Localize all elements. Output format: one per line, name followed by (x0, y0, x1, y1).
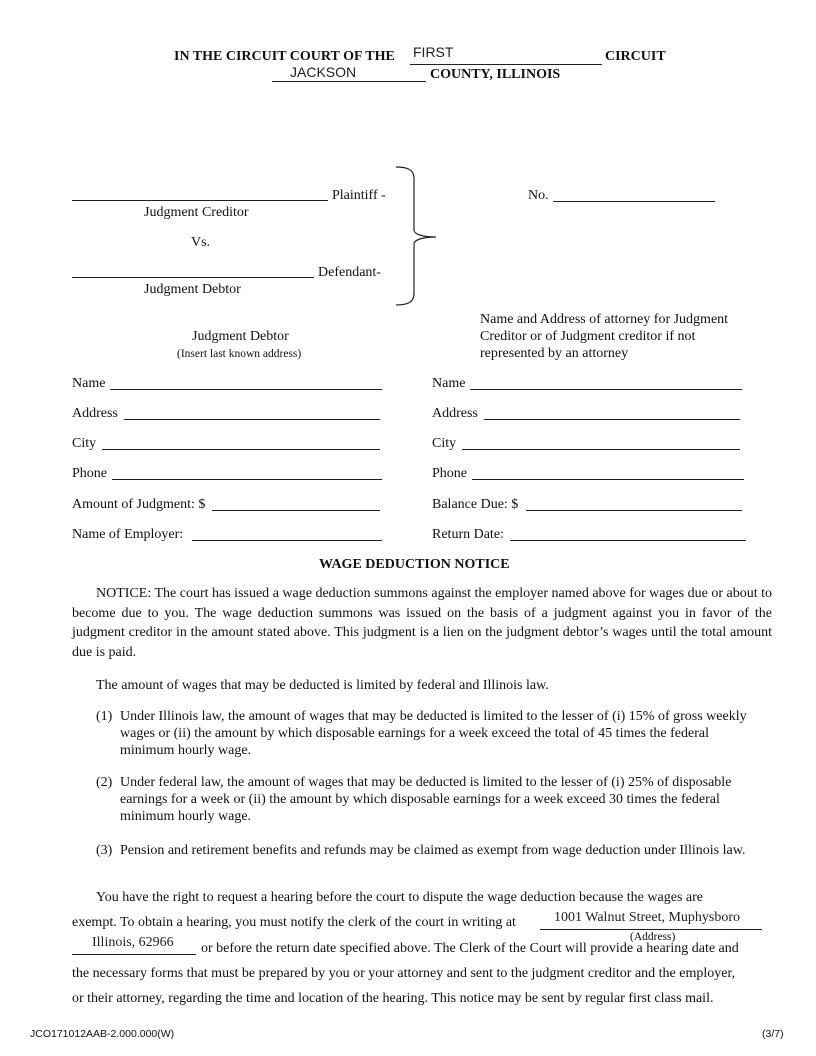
employer-field[interactable] (192, 540, 382, 541)
list-item-number: (3) (96, 843, 113, 858)
court-heading-county: COUNTY, ILLINOIS (430, 67, 561, 82)
list-item-illinois-law: Under Illinois law, the amount of wages that may be deducted is limited to the lesser of (i) 15% of gross weekly wages or (ii) the amount by which disposable earnings for a week exceed the total of 45 times the federal minimum hourly wage. (120, 709, 747, 758)
versus-label: Vs. (191, 235, 211, 250)
attorney-name-label: Name (432, 376, 466, 391)
form-code: JCO171012AAB-2.000.000(W) (30, 1028, 175, 1040)
hearing-line-1: You have the right to request a hearing before the court to dispute the wage deduction because the wages are (96, 890, 703, 905)
attorney-city-label: City (432, 436, 457, 451)
attorney-address-field[interactable] (484, 419, 740, 420)
attorney-phone-label: Phone (432, 466, 467, 481)
attorney-name-field[interactable] (470, 389, 742, 390)
address-caption: (Address) (630, 931, 676, 943)
plaintiff-field-line[interactable] (72, 200, 328, 201)
county-value[interactable]: JACKSON (290, 64, 357, 80)
case-number-field[interactable] (553, 201, 715, 202)
debtor-phone-field[interactable] (112, 479, 382, 480)
circuit-field-line[interactable] (410, 64, 602, 65)
judgment-creditor-label: Judgment Creditor (144, 205, 249, 220)
judgment-amount-label: Amount of Judgment: $ (72, 497, 206, 512)
case-number-label: No. (528, 188, 549, 203)
attorney-city-field[interactable] (462, 449, 740, 450)
clerk-address-line-2[interactable] (72, 954, 196, 955)
debtor-address-label: Address (72, 406, 118, 421)
clerk-address-2[interactable]: Illinois, 62966 (92, 935, 174, 950)
plaintiff-label: Plaintiff - (332, 188, 386, 203)
list-item-pension: Pension and retirement benefits and refunds may be claimed as exempt from wage deduction under Illinois law. (120, 843, 746, 858)
debtor-address-field[interactable] (124, 419, 380, 420)
debtor-name-field[interactable] (110, 389, 382, 390)
return-date-field[interactable] (510, 540, 746, 541)
debtor-city-label: City (72, 436, 97, 451)
list-item-federal-law: Under federal law, the amount of wages that may be deducted is limited to the lesser of (i) 25% of disposable earnings for a week or (ii) the amount by which disposable earnings for a week exceed 30 times the federal minimum hourly wage. (120, 775, 732, 824)
balance-due-label: Balance Due: $ (432, 497, 519, 512)
hearing-line-5: or their attorney, regarding the time and location of the hearing. This notice may be sent by regular first class mail. (72, 991, 714, 1006)
county-field-line[interactable] (272, 81, 426, 82)
attorney-block-title-1: Name and Address of attorney for Judgment (480, 312, 729, 327)
attorney-address-label: Address (432, 406, 478, 421)
notice-paragraph: NOTICE: The court has issued a wage deduction summons against the employer named above for wages due or about to become due to you. The wage deduction summons was issued on the basis of a judgment against you in favor of the judgment creditor in the amount stated above. This judgment is a lien on the judgment debtor’s wages until the total amount due is paid. (72, 586, 772, 660)
hearing-line-4: the necessary forms that must be prepared by you or your attorney and sent to the judgment creditor and the employer, (72, 966, 736, 981)
page-number: (3/7) (762, 1028, 784, 1040)
list-item-number: (1) (96, 709, 113, 724)
debtor-name-label: Name (72, 376, 106, 391)
hearing-line-2: exempt. To obtain a hearing, you must notify the clerk of the court in writing at (72, 915, 516, 930)
attorney-block-title-2: Creditor or of Judgment creditor if not (480, 329, 696, 344)
caption-brace (392, 164, 442, 308)
list-item-number: (2) (96, 775, 113, 790)
employer-label: Name of Employer: (72, 527, 184, 542)
limit-paragraph: The amount of wages that may be deducted is limited by federal and Illinois law. (96, 678, 549, 693)
defendant-field-line[interactable] (72, 277, 314, 278)
defendant-label: Defendant- (318, 265, 381, 280)
judgment-debtor-label: Judgment Debtor (144, 282, 241, 297)
attorney-block-title-3: represented by an attorney (480, 346, 629, 361)
court-heading-prefix: IN THE CIRCUIT COURT OF THE (174, 49, 395, 64)
balance-due-field[interactable] (526, 510, 742, 511)
debtor-phone-label: Phone (72, 466, 107, 481)
return-date-label: Return Date: (432, 527, 504, 542)
debtor-block-subtitle: (Insert last known address) (177, 348, 302, 360)
hearing-line-3: or before the return date specified above. The Clerk of the Court will provide a hearing date and (201, 941, 739, 956)
debtor-city-field[interactable] (102, 449, 380, 450)
court-heading-circuit: CIRCUIT (605, 49, 666, 64)
judgment-amount-field[interactable] (212, 510, 380, 511)
circuit-value[interactable]: FIRST (413, 44, 454, 60)
attorney-phone-field[interactable] (472, 479, 744, 480)
debtor-block-title: Judgment Debtor (192, 329, 289, 344)
notice-title: WAGE DEDUCTION NOTICE (319, 557, 510, 572)
clerk-address-1[interactable]: 1001 Walnut Street, Muphysboro (554, 910, 741, 925)
